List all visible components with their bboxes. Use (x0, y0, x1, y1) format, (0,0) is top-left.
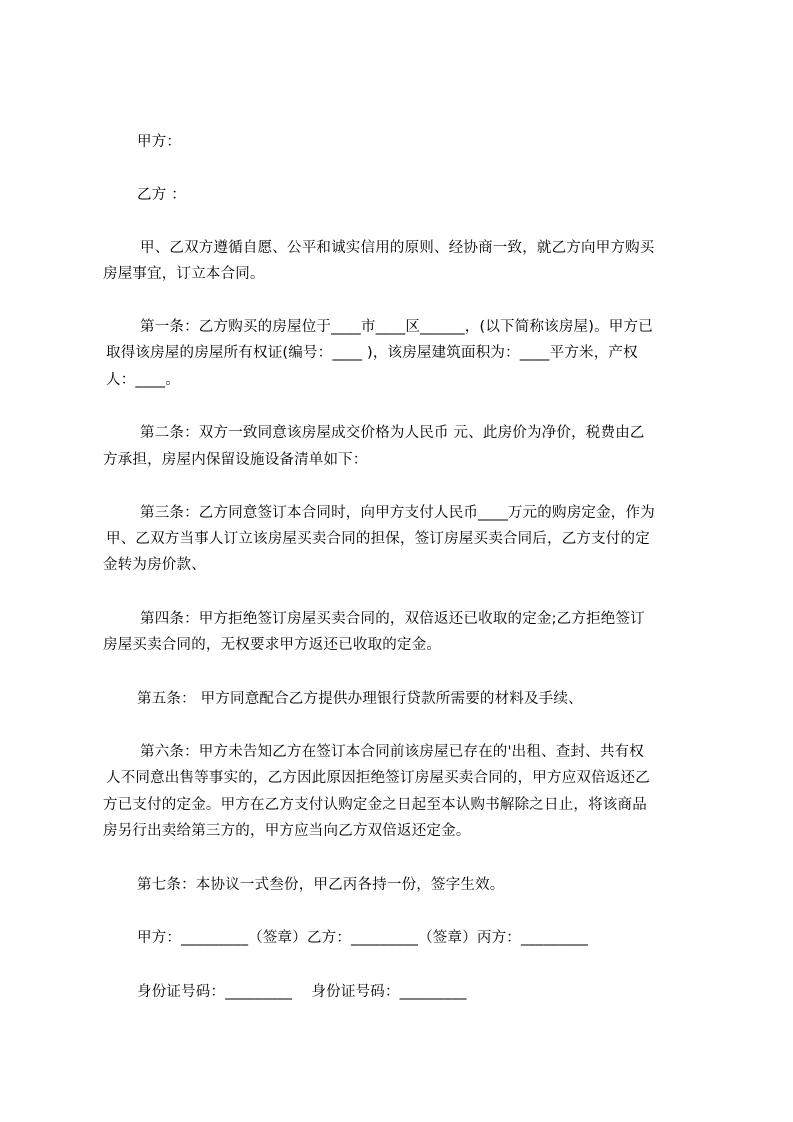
preamble-line-1: 甲、乙双方遵循自愿、公平和诚实信用的原则、经协商一致，就乙方向甲方购买 (140, 240, 655, 256)
article2-line-2: 方承担，房屋内保留设施设备清单如下： (103, 452, 368, 468)
article3-line-2: 甲、乙双方当事人订立该房屋买卖合同的担保，签订房屋买卖合同后，乙方支付的定 (106, 531, 650, 547)
article1-line-2: 取得该房屋的房屋所有权证(编号：____ )，该房屋建筑面积为：____平方米，产权 (106, 345, 638, 361)
signature-line: 甲方：_________（签章）乙方：_________（签章）丙方：_________ (137, 930, 589, 946)
article6-line-4: 房另行出卖给第三方的，甲方应当向乙方双倍返还定金。 (103, 823, 471, 839)
preamble-line-2: 房屋事宜，订立本合同。 (103, 266, 265, 282)
article6-line-1: 第六条：甲方未告知乙方在签订本合同前该房屋已存在的'出租、查封、共有权 (140, 744, 644, 760)
article6-line-2: 人不同意出售等事实的，乙方因此原因拒绝签订房屋买卖合同的，甲方应双倍返还乙 (106, 770, 650, 786)
article2-line-1: 第二条：双方一致同意该房屋成交价格为人民币 元、此房价为净价，税费由乙 (140, 425, 645, 441)
article1-line-3: 人：____。 (106, 372, 180, 388)
article1-line-1: 第一条：乙方购买的房屋位于____市____区______，(以下简称该房屋)。甲方已 (140, 319, 653, 335)
article4-line-1: 第四条：甲方拒绝签订房屋买卖合同的，双倍返还已收取的定金;乙方拒绝签订 (140, 611, 645, 627)
article7-line-1: 第七条：本协议一式叁份，甲乙丙各持一份，签字生效。 (137, 877, 505, 893)
id-number-line: 身份证号码：_________ 身份证号码：_________ (137, 984, 467, 1000)
article3-line-1: 第三条：乙方同意签订本合同时，向甲方支付人民币____万元的购房定金，作为 (140, 505, 655, 521)
article5-line-1: 第五条： 甲方同意配合乙方提供办理银行贷款所需要的材料及手续、 (137, 691, 583, 707)
article3-line-3: 金转为房价款、 (103, 557, 206, 573)
article6-line-3: 方已支付的定金。甲方在乙方支付认购定金之日起至本认购书解除之日止，将该商品 (103, 797, 647, 813)
party-a-line: 甲方： (137, 134, 182, 150)
party-b-line: 乙方 ： (137, 187, 186, 203)
article4-line-2: 房屋买卖合同的，无权要求甲方返还已收取的定金。 (103, 637, 442, 653)
